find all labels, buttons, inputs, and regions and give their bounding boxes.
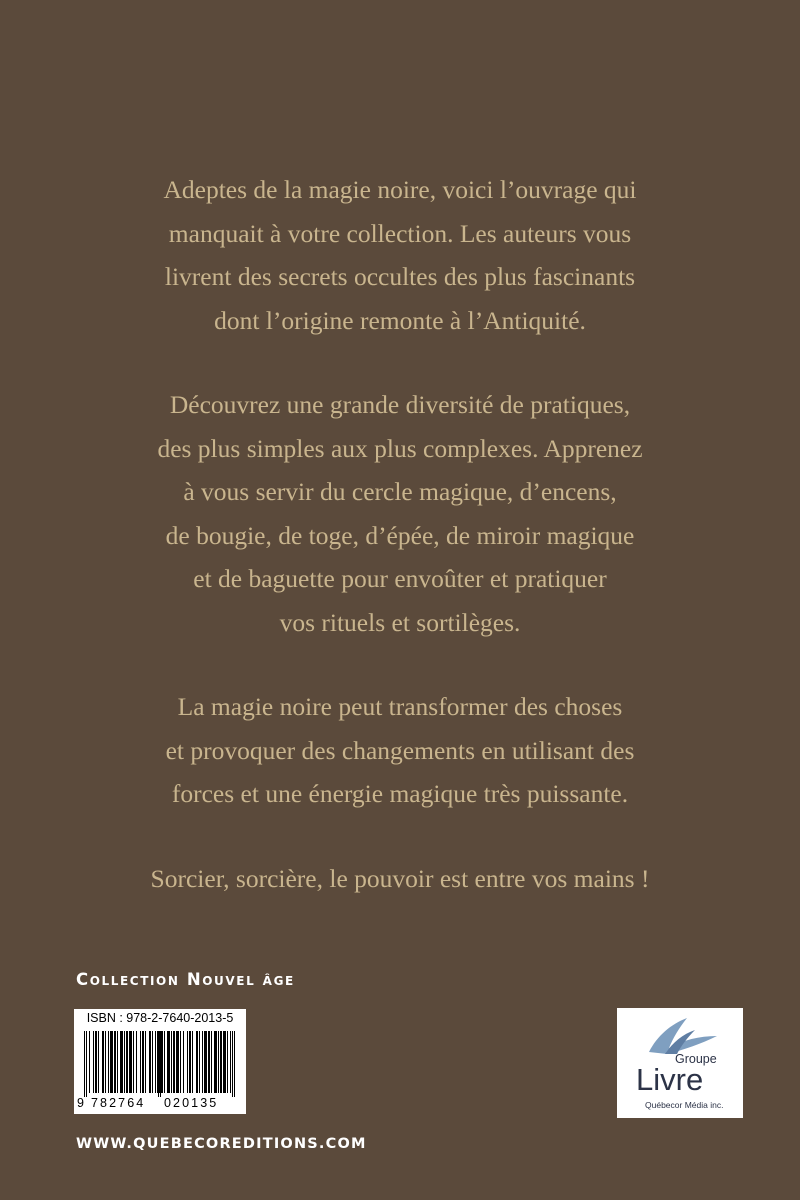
barcode-digits-right: 020135 xyxy=(164,1096,219,1110)
barcode-bar xyxy=(120,1031,123,1093)
barcode-bar xyxy=(183,1031,184,1093)
barcode-bar xyxy=(114,1031,116,1093)
barcode-bar xyxy=(140,1031,141,1093)
barcode-guard-bar xyxy=(86,1031,87,1097)
barcode-bar xyxy=(95,1031,97,1093)
barcode-bar xyxy=(129,1031,132,1093)
barcode-bar xyxy=(105,1031,106,1093)
blurb-line: manquait à votre collection. Les auteurs vous xyxy=(168,218,632,248)
isbn-barcode xyxy=(74,1009,246,1114)
blurb-line: forces et une énergie magique très puissante. xyxy=(171,779,629,808)
barcode-bar xyxy=(93,1031,94,1093)
barcode-bar xyxy=(220,1031,222,1093)
barcode-bar xyxy=(187,1031,188,1093)
barcode-bar xyxy=(173,1031,175,1093)
barcode-bar xyxy=(167,1031,170,1093)
barcode-bar xyxy=(161,1031,163,1093)
barcode-bar xyxy=(124,1031,125,1093)
blurb-line: Adeptes de la magie noire, voici l’ouvrage qui xyxy=(163,175,637,204)
barcode-bar xyxy=(136,1031,137,1093)
barcode-bar xyxy=(145,1031,146,1093)
barcode-bar xyxy=(171,1031,172,1093)
isbn-label: ISBN : 978-2-7640-2013-5 xyxy=(86,1011,234,1025)
blurb-line: livrent des secrets occultes des plus fascinants xyxy=(164,262,636,291)
blurb-paragraph-2 xyxy=(0,383,800,644)
barcode-bar xyxy=(196,1031,198,1093)
blurb-line: à vous servir du cercle magique, d’encens, xyxy=(183,477,617,506)
barcode-bar xyxy=(192,1031,193,1093)
blurb-line: et provoquer des changements en utilisant des xyxy=(165,735,635,765)
blurb-line: Sorcier, sorcière, le pouvoir est entre vos mains ! xyxy=(150,863,650,893)
barcode-bar xyxy=(227,1031,228,1093)
barcode-bar xyxy=(164,1031,165,1093)
blurb-paragraph-4 xyxy=(0,857,800,901)
barcode-bar xyxy=(98,1031,99,1093)
barcode-bar xyxy=(133,1031,134,1093)
barcode-bar xyxy=(152,1031,153,1093)
barcode-bar xyxy=(149,1031,151,1093)
barcode-bar xyxy=(230,1031,231,1093)
barcode-bar xyxy=(155,1031,156,1093)
barcode-digit-first: 9 xyxy=(77,1096,84,1110)
barcode-guard-bar xyxy=(160,1031,161,1097)
logo-groupe-text: Groupe xyxy=(675,1052,717,1066)
blurb-paragraph-1 xyxy=(0,168,800,342)
barcode-bar xyxy=(142,1031,144,1093)
barcode-guard-bar xyxy=(158,1031,159,1097)
bird-wing-icon xyxy=(643,1014,723,1056)
barcode-bar xyxy=(204,1031,207,1093)
barcode-bar xyxy=(211,1031,212,1093)
barcode-guard-bar xyxy=(232,1031,233,1097)
barcode-guard-bar xyxy=(84,1031,85,1097)
blurb-line: vos rituels et sortilèges. xyxy=(279,607,521,637)
barcode-bar xyxy=(180,1031,181,1093)
barcode-bars xyxy=(84,1031,236,1097)
barcode-bar xyxy=(176,1031,179,1093)
barcode-bar xyxy=(117,1031,118,1093)
blurb-line: de bougie, de toge, d’épée, de miroir magique xyxy=(165,520,635,550)
barcode-bar xyxy=(189,1031,191,1093)
blurb-line: dont l’origine remonte à l’Antiquité. xyxy=(214,305,586,335)
blurb-line: La magie noire peut transformer des choses xyxy=(177,692,623,721)
barcode-bar xyxy=(218,1031,219,1093)
blurb-line: des plus simples aux plus complexes. Apprenez xyxy=(157,433,643,463)
barcode-bar xyxy=(199,1031,200,1093)
publisher-logo xyxy=(617,1008,743,1118)
blurb-line: Découvrez une grande diversité de pratiques, xyxy=(169,390,631,419)
barcode-guard-bar xyxy=(234,1031,235,1097)
barcode-bar xyxy=(223,1031,226,1093)
barcode-bar xyxy=(214,1031,217,1093)
barcode-bar xyxy=(102,1031,104,1093)
barcode-bar xyxy=(202,1031,203,1093)
blurb-line: et de baguette pour envoûter et pratiquer xyxy=(193,564,607,593)
logo-livre-text: Livre xyxy=(636,1062,704,1097)
logo-media-text: Québecor Média inc. xyxy=(645,1100,724,1110)
publisher-website: WWW.QUEBECOREDITIONS.COM xyxy=(76,1136,367,1152)
barcode-digits-left: 782764 xyxy=(91,1096,146,1110)
back-cover-blurb xyxy=(0,168,800,941)
barcode-bar xyxy=(108,1031,109,1093)
barcode-bar xyxy=(89,1031,90,1093)
barcode-bar xyxy=(110,1031,113,1093)
barcode-bar xyxy=(208,1031,210,1093)
collection-name: Collection Nouvel âge xyxy=(76,970,295,989)
blurb-paragraph-3 xyxy=(0,685,800,816)
barcode-bar xyxy=(126,1031,128,1093)
